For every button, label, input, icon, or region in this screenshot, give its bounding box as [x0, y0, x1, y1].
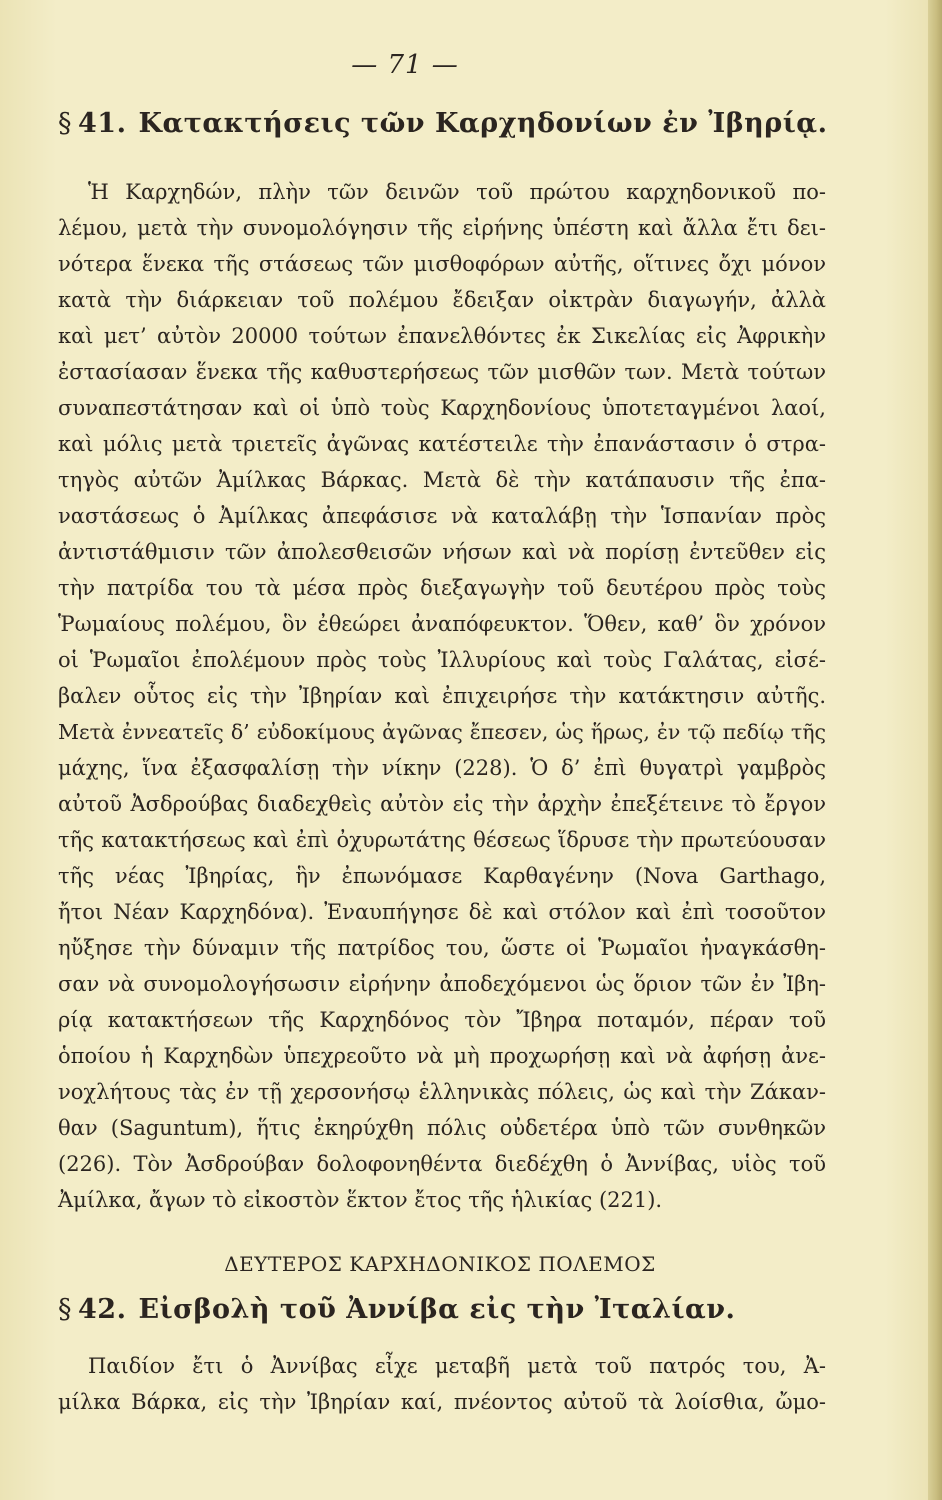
- text-line: νότερα ἕνεκα τῆς στάσεως τῶν μισθοφόρων αὐτῆς, οἵτινες ὄχι μόνον: [58, 252, 826, 276]
- section-number: 42.: [78, 1294, 127, 1325]
- text-line: βαλεν οὗτος εἰς τὴν Ἰβηρίαν καὶ ἐπιχειρήσε τὴν κατάκτησιν αὐτῆς.: [58, 684, 826, 708]
- text-line: ἐστασίασαν ἕνεκα τῆς καθυστερήσεως τῶν μισθῶν των. Μετὰ τούτων: [58, 360, 826, 384]
- text-line: ναστάσεως ὁ Ἀμίλκας ἀπεφάσισε νὰ καταλάβῃ τὴν Ἱσπανίαν πρὸς: [58, 504, 826, 528]
- page-number: — 71 —: [351, 50, 459, 80]
- section-42-heading: [58, 1294, 735, 1325]
- text-line: σαν νὰ συνομολογήσωσιν εἰρήνην ἀποδεχόμενοι ὡς ὅριον τῶν ἐν Ἰβη-: [58, 972, 826, 996]
- text-line: ηὔξησε τὴν δύναμιν τῆς πατρίδος του, ὥστε οἱ Ῥωμαῖοι ἠναγκάσθη-: [58, 936, 826, 960]
- text-line: (226). Τὸν Ἀσδρούβαν δολοφονηθέντα διεδέχθη ὁ Ἀννίβας, υἱὸς τοῦ: [58, 1152, 826, 1176]
- section-sign: §: [58, 108, 72, 139]
- text-line: καὶ μόλις μετὰ τριετεῖς ἀγῶνας κατέστειλε τὴν ἐπανάστασιν ὁ στρα-: [58, 432, 826, 456]
- text-line: λέμου, μετὰ τὴν συνομολόγησιν τῆς εἰρήνης ὑπέστη καὶ ἄλλα ἔτι δει-: [58, 216, 826, 240]
- text-line: νοχλήτους τὰς ἐν τῇ χερσονήσῳ ἑλληνικὰς πόλεις, ὡς καὶ τὴν Ζάκαν-: [58, 1080, 826, 1104]
- text-line: κατὰ τὴν διάρκειαν τοῦ πολέμου ἔδειξαν οἰκτρὰν διαγωγήν, ἀλλὰ: [58, 288, 826, 312]
- text-line: αὐτοῦ Ἀσδρούβας διαδεχθεὶς αὐτὸν εἰς τὴν ἀρχὴν ἐπεξέτεινε τὸ ἔργον: [58, 792, 826, 816]
- section-title: Κατακτήσεις τῶν Καρχηδονίων ἐν Ἰβηρίᾳ.: [138, 108, 828, 139]
- text-line: ὁποίου ἡ Καρχηδὼν ὑπεχρεοῦτο νὰ μὴ προχωρήσῃ καὶ νὰ ἀφήσῃ ἀνε-: [58, 1044, 826, 1068]
- text-line: ρίᾳ κατακτήσεων τῆς Καρχηδόνος τὸν Ἴβηρα ποταμόν, πέραν τοῦ: [58, 1008, 826, 1032]
- text-line: τὴν πατρίδα του τὰ μέσα πρὸς διεξαγωγὴν τοῦ δευτέρου πρὸς τοὺς: [58, 576, 826, 600]
- section-41-heading: [58, 108, 827, 139]
- war-title: ΔΕΥΤΕΡΟΣ ΚΑΡΧΗΔΟΝΙΚΟΣ ΠΟΛΕΜΟΣ: [224, 1252, 656, 1276]
- section-sign: §: [58, 1294, 72, 1325]
- text-line: καὶ μετ’ αὐτὸν 20000 τούτων ἐπανελθόντες ἐκ Σικελίας εἰς Ἀφρικὴν: [58, 324, 826, 348]
- text-line: Ἡ Καρχηδών, πλὴν τῶν δεινῶν τοῦ πρώτου καρχηδονικοῦ πο-: [88, 180, 826, 204]
- text-line: μίλκα Βάρκα, εἰς τὴν Ἰβηρίαν καί, πνέοντος αὐτοῦ τὰ λοίσθια, ὤμο-: [58, 1390, 826, 1414]
- text-line: Παιδίον ἔτι ὁ Ἀννίβας εἶχε μεταβῆ μετὰ τοῦ πατρός του, Ἀ-: [88, 1354, 826, 1378]
- text-line: τηγὸς αὐτῶν Ἀμίλκας Βάρκας. Μετὰ δὲ τὴν κατάπαυσιν τῆς ἐπα-: [58, 468, 826, 492]
- text-line: τῆς νέας Ἰβηρίας, ἣν ἐπωνόμασε Καρθαγένην (Nova Garthago,: [58, 864, 826, 888]
- text-line: μάχης, ἵνα ἐξασφαλίσῃ τὴν νίκην (228). Ὁ δ’ ἐπὶ θυγατρὶ γαμβρὸς: [58, 756, 826, 780]
- text-line: θαν (Saguntum), ἥτις ἐκηρύχθη πόλις οὐδετέρα ὑπὸ τῶν συνθηκῶν: [58, 1116, 826, 1140]
- section-title: Εἰσβολὴ τοῦ Ἀννίβα εἰς τὴν Ἰταλίαν.: [138, 1294, 736, 1325]
- section-number: 41.: [78, 108, 127, 139]
- text-line: ἀντιστάθμισιν τῶν ἀπολεσθεισῶν νήσων καὶ νὰ πορίσῃ ἐντεῦθεν εἰς: [58, 540, 826, 564]
- page-edge: [928, 0, 942, 1500]
- text-line: Ῥωμαίους πολέμου, ὃν ἐθεώρει ἀναπόφευκτον. Ὅθεν, καθ’ ὃν χρόνον: [58, 612, 826, 636]
- text-line: οἱ Ῥωμαῖοι ἐπολέμουν πρὸς τοὺς Ἰλλυρίους καὶ τοὺς Γαλάτας, εἰσέ-: [58, 648, 826, 672]
- text-line: Ἀμίλκα, ἄγων τὸ εἰκοστὸν ἕκτον ἔτος τῆς ἡλικίας (221).: [58, 1188, 663, 1212]
- text-line: συναπεστάτησαν καὶ οἱ ὑπὸ τοὺς Καρχηδονίους ὑποτεταγμένοι λαοί,: [58, 396, 826, 420]
- text-line: ἤτοι Νέαν Καρχηδόνα). Ἐναυπήγησε δὲ καὶ στόλον καὶ ἐπὶ τοσοῦτον: [58, 900, 826, 924]
- text-line: τῆς κατακτήσεως καὶ ἐπὶ ὀχυρωτάτης θέσεως ἵδρυσε τὴν πρωτεύουσαν: [58, 828, 826, 852]
- text-line: Μετὰ ἐννεατεῖς δ’ εὐδοκίμους ἀγῶνας ἔπεσεν, ὡς ἥρως, ἐν τῷ πεδίῳ τῆς: [58, 720, 826, 744]
